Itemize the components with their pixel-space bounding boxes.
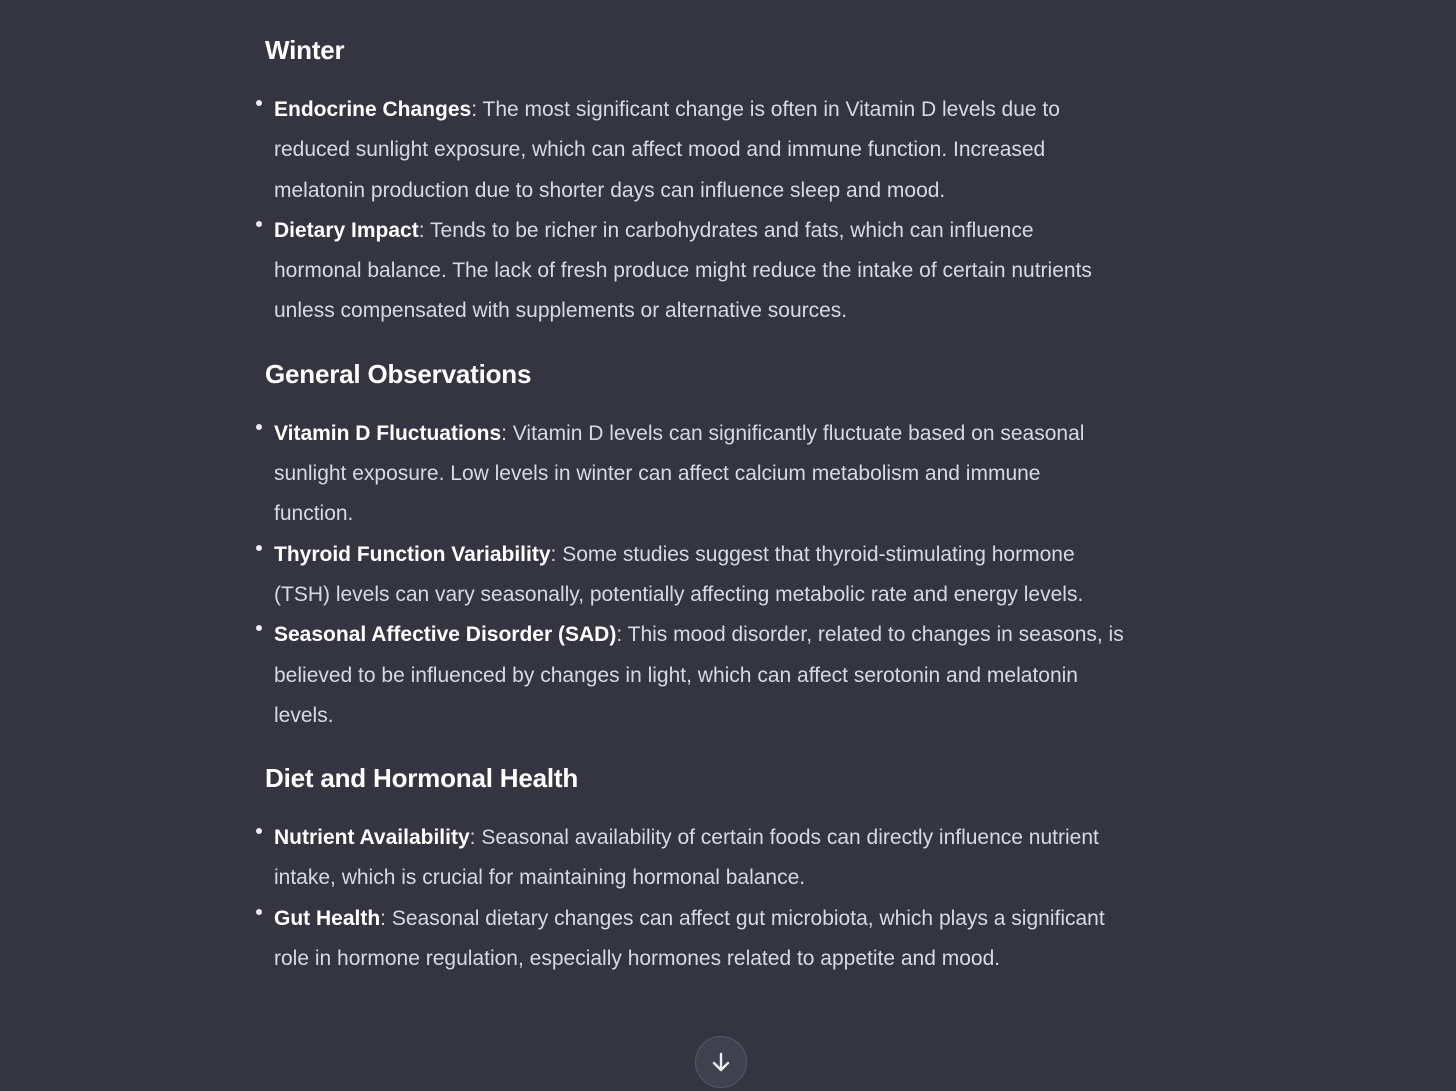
item-term: Endocrine Changes	[274, 98, 472, 121]
list-item	[265, 211, 1125, 332]
section-diet-hormonal-health	[265, 756, 1125, 979]
item-text: : Tends to be richer in carbohydrates and fats, which can influence hormonal balance. The lack of fresh produce might reduce the intake of certain nutrients unless compensated with supplements or alternative sources.	[274, 218, 1092, 323]
list-item	[265, 818, 1125, 899]
item-text: : Vitamin D levels can significantly fluctuate based on seasonal sunlight exposure. Low levels in winter can affect calcium metabolism and immune function.	[274, 421, 1085, 526]
list-item	[265, 535, 1125, 616]
item-term: Thyroid Function Variability	[274, 542, 551, 566]
section-winter	[265, 28, 1125, 332]
item-text: : Seasonal availability of certain foods can directly influence nutrient intake, which is crucial for maintaining hormonal balance.	[274, 826, 1099, 890]
item-term: Nutrient Availability	[274, 826, 470, 850]
bullet-list	[265, 818, 1125, 979]
item-term: Dietary Impact	[274, 218, 419, 242]
item-term: Gut Health	[274, 906, 381, 930]
item-text: : The most significant change is often in Vitamin D levels due to reduced sunlight exposure, which can affect mood and immune function. Increased melatonin production due to shorter days can influence sleep and mood.	[274, 98, 1060, 202]
bullet-list	[265, 414, 1125, 736]
list-item	[265, 615, 1125, 736]
scroll-to-bottom-button[interactable]	[695, 1036, 747, 1088]
list-item	[265, 899, 1125, 980]
item-text: : This mood disorder, related to changes in seasons, is believed to be influenced by changes in light, which can affect serotonin and melatonin levels.	[274, 623, 1124, 727]
item-text: : Seasonal dietary changes can affect gut microbiota, which plays a significant role in hormone regulation, especially hormones related to appetite and mood.	[274, 906, 1105, 971]
section-heading: General Observations	[265, 358, 532, 389]
arrow-down-icon	[709, 1050, 733, 1074]
bullet-list	[265, 90, 1125, 332]
section-heading: Diet and Hormonal Health	[265, 763, 579, 794]
item-text: : Some studies suggest that thyroid-stimulating hormone (TSH) levels can vary seasonally, potentially affecting metabolic rate and energy levels.	[274, 542, 1084, 606]
section-heading: Winter	[265, 35, 345, 65]
chat-message-content	[265, 28, 1125, 999]
item-term: Seasonal Affective Disorder (SAD)	[274, 623, 617, 647]
item-term: Vitamin D Fluctuations	[274, 421, 502, 445]
list-item	[265, 414, 1125, 535]
list-item	[265, 90, 1125, 211]
section-general-observations	[265, 352, 1125, 736]
